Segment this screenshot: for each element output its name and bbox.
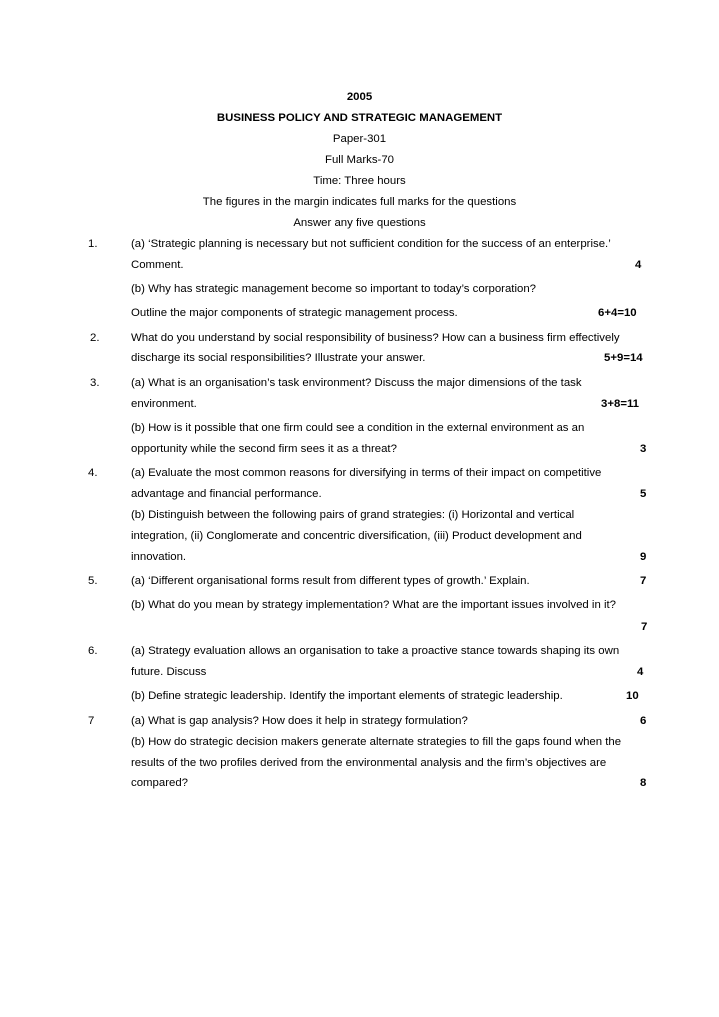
exam-title: BUSINESS POLICY AND STRATEGIC MANAGEMENT [216,112,503,124]
question-line: (b) Why has strategic management become so important to today’s corporation? [131,283,536,295]
question-line: (a) What is an organisation’s task environment? Discuss the major dimensions of the task [131,377,582,389]
marks-label: 9 [640,551,647,563]
question-line: environment. [131,398,197,410]
marks-note: The figures in the margin indicates full marks for the questions [202,196,517,208]
question-line: (a) ‘Different organisational forms result from different types of growth.’ Explain. [131,575,530,587]
question-line: (b) Define strategic leadership. Identify the important elements of strategic leadership. [131,690,563,702]
question-line: (a) ‘Strategic planning is necessary but not sufficient condition for the success of an enterprise.’ [131,238,611,250]
question-line: What do you understand by social responsibility of business? How can a business firm effectively [131,332,620,344]
marks-label: 10 [626,690,639,702]
exam-year: 2005 [346,91,373,103]
question-number: 7 [88,715,95,727]
question-line: integration, (ii) Conglomerate and concentric diversification, (iii) Product development and [131,530,582,542]
question-line: discharge its social responsibilities? Illustrate your answer. [131,352,426,364]
marks-label: 5+9=14 [604,352,643,364]
question-number: 1. [88,238,98,250]
marks-label: 3+8=11 [601,398,640,410]
marks-label: 7 [640,575,647,587]
question-line: (a) Evaluate the most common reasons for diversifying in terms of their impact on competitive [131,467,602,479]
marks-label: 6+4=10 [598,307,637,319]
paper-code: Paper-301 [332,133,387,145]
instruction: Answer any five questions [293,217,426,229]
question-line: (a) Strategy evaluation allows an organisation to take a proactive stance towards shaping its own [131,645,620,657]
question-line: (b) Distinguish between the following pairs of grand strategies: (i) Horizontal and vertical [131,509,575,521]
marks-label: 4 [637,666,644,678]
marks-label: 7 [641,621,648,633]
marks-label: 8 [640,777,647,789]
marks-label: 6 [640,715,647,727]
exam-time: Time: Three hours [313,175,406,187]
question-number: 6. [88,645,98,657]
marks-label: 3 [640,443,647,455]
question-line: Outline the major components of strategic management process. [131,307,458,319]
question-line: results of the two profiles derived from the environmental analysis and the firm’s objectives are [131,757,607,769]
question-number: 5. [88,575,98,587]
question-line: advantage and financial performance. [131,488,322,500]
question-number: 2. [90,332,100,344]
question-line: (b) How do strategic decision makers generate alternate strategies to fill the gaps found when the [131,736,622,748]
question-number: 3. [90,377,100,389]
marks-label: 4 [635,259,642,271]
question-line: (a) What is gap analysis? How does it help in strategy formulation? [131,715,468,727]
question-line: compared? [131,777,188,789]
marks-label: 5 [640,488,647,500]
question-line: innovation. [131,551,187,563]
full-marks: Full Marks-70 [325,154,394,166]
question-line: Comment. [131,259,184,271]
question-line: opportunity while the second firm sees it as a threat? [131,443,397,455]
question-line: (b) What do you mean by strategy implementation? What are the important issues involved in it? [131,599,616,611]
question-line: (b) How is it possible that one firm could see a condition in the external environment as an [131,422,585,434]
question-number: 4. [88,467,98,479]
question-line: future. Discuss [131,666,207,678]
